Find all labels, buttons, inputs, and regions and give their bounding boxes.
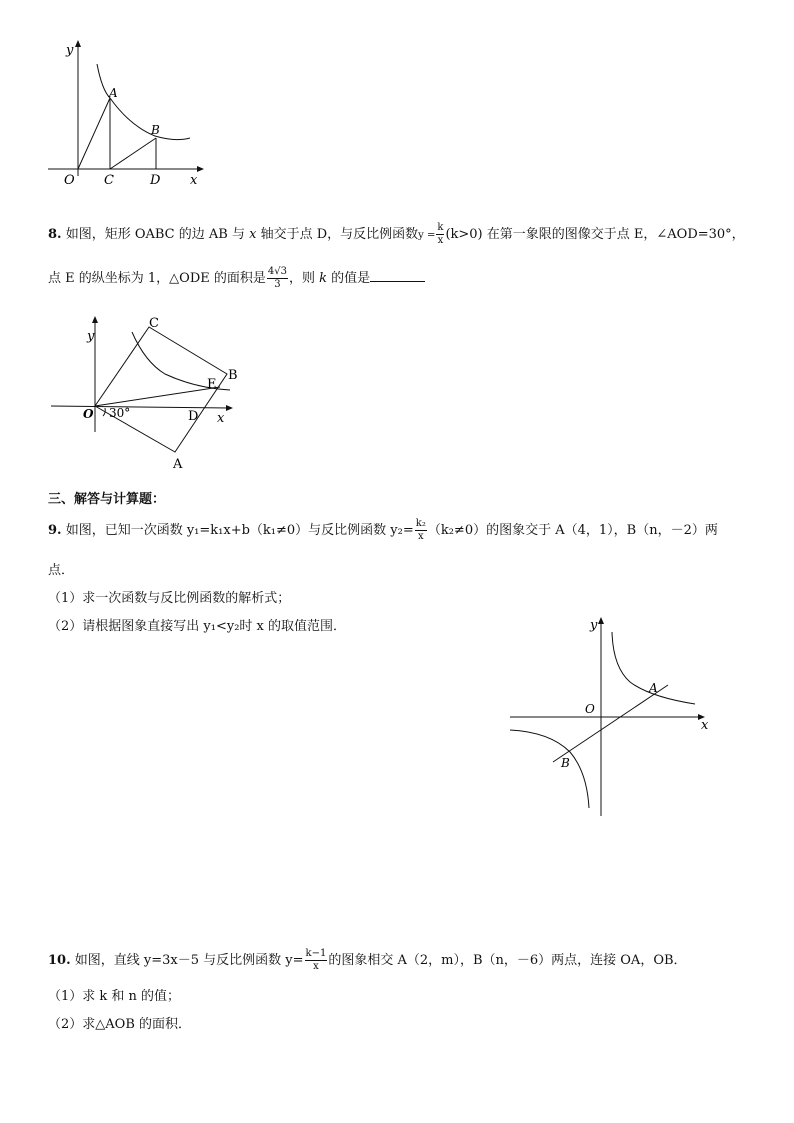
q8-text-1b: 轴交于点 D，与反比例函数 <box>256 227 419 242</box>
q9-frac-num: k₂ <box>415 518 426 529</box>
q8-fraction <box>436 222 444 247</box>
q9-part-2: （2）请根据图象直接写出 y₁<y₂时 x 的取值范围． <box>48 619 347 634</box>
label-a: A <box>173 457 183 472</box>
q8-text-2k: k <box>319 271 327 286</box>
q8-text-2a: 点 E 的纵坐标为 1，△ODE 的面积是 <box>48 271 266 286</box>
q10-frac-den: x <box>313 961 319 972</box>
label-x: x <box>217 411 225 426</box>
q8-text-2c: 的值是 <box>327 271 371 286</box>
q10-text-1: 如图，直线 y=3x－5 与反比例函数 y= <box>70 953 304 968</box>
label-b: B <box>561 756 570 770</box>
label-y: y <box>87 329 95 344</box>
label-c: C <box>104 173 114 188</box>
label-d: D <box>188 409 199 424</box>
label-b: B <box>228 368 238 383</box>
q10-part-1: （1）求 k 和 n 的值； <box>48 989 181 1004</box>
q10-number: 10. <box>48 953 71 968</box>
label-angle: 30° <box>109 406 131 420</box>
q8-line-1 <box>48 222 745 247</box>
q10-frac-num: k−1 <box>305 948 327 959</box>
label-o: O <box>83 407 94 421</box>
q8-frac-num: k <box>437 222 444 233</box>
segment-cb <box>110 138 156 169</box>
figure-9 <box>505 612 720 820</box>
figure-1 <box>40 38 210 188</box>
label-d: D <box>150 173 161 188</box>
x-axis <box>51 406 229 408</box>
straight-line <box>553 685 668 762</box>
q9-text-2: （k₂≠0）的图象交于 A（4，1），B（n，－2）两 <box>427 523 718 538</box>
hyperbola-branch-2 <box>510 730 589 808</box>
q10-part-2: （2）求△AOB 的面积． <box>48 1017 192 1032</box>
angle-arc <box>103 408 105 416</box>
x-axis-arrow <box>197 166 204 172</box>
q10-line-1 <box>48 948 687 973</box>
segment-oa <box>78 98 110 169</box>
label-y: y <box>66 43 74 58</box>
figure-8 <box>45 312 245 474</box>
q8-area-num: 4√3 <box>267 266 287 277</box>
label-x: x <box>701 718 709 733</box>
label-b: B <box>151 123 160 137</box>
q8-line-2 <box>48 266 425 291</box>
label-c: C <box>149 316 159 331</box>
q8-frac-den: x <box>437 235 444 246</box>
label-e: E <box>207 377 217 392</box>
q10-text-2: 的图象相交 A（2，m），B（n，－6）两点，连接 OA，OB． <box>328 953 687 968</box>
q8-answer-blank[interactable] <box>370 269 425 282</box>
segment-oe <box>95 387 220 406</box>
section-title: 三、解答与计算题： <box>48 492 166 507</box>
q9-part-1: （1）求一次函数与反比例函数的解析式； <box>48 591 291 606</box>
q9-frac-den: x <box>417 531 424 542</box>
y-axis-arrow <box>598 617 604 624</box>
q8-text-1a: 如图，矩形 OABC 的边 AB 与 <box>61 227 250 242</box>
label-x: x <box>190 173 198 188</box>
q10-fraction <box>305 948 328 973</box>
q8-number: 8. <box>48 227 62 242</box>
q9-line-2: 点． <box>48 563 75 578</box>
label-o: O <box>64 173 75 188</box>
q9-fraction <box>415 518 427 543</box>
label-a: A <box>109 86 118 100</box>
q8-text-1c: (k>0) 在第一象限的图像交于点 E，∠AOD=30°， <box>445 227 745 242</box>
q8-text-1x: x <box>249 227 257 242</box>
q8-area-fraction <box>267 266 288 291</box>
q9-line-1 <box>48 518 718 543</box>
q9-number: 9. <box>48 523 62 538</box>
y-axis-arrow <box>75 40 81 47</box>
hyperbola-curve <box>97 64 190 140</box>
label-o: O <box>585 702 595 716</box>
q8-text-2b: ，则 <box>288 271 320 286</box>
label-a: A <box>649 681 658 695</box>
q9-text-1: 如图，已知一次函数 y₁=k₁x+b（k₁≠0）与反比例函数 y₂= <box>61 523 414 538</box>
q8-text-1y: y = <box>418 230 436 241</box>
label-y: y <box>590 618 598 633</box>
q8-area-den: 3 <box>274 279 281 290</box>
x-axis-arrow <box>226 405 233 411</box>
y-axis-arrow <box>92 316 98 323</box>
